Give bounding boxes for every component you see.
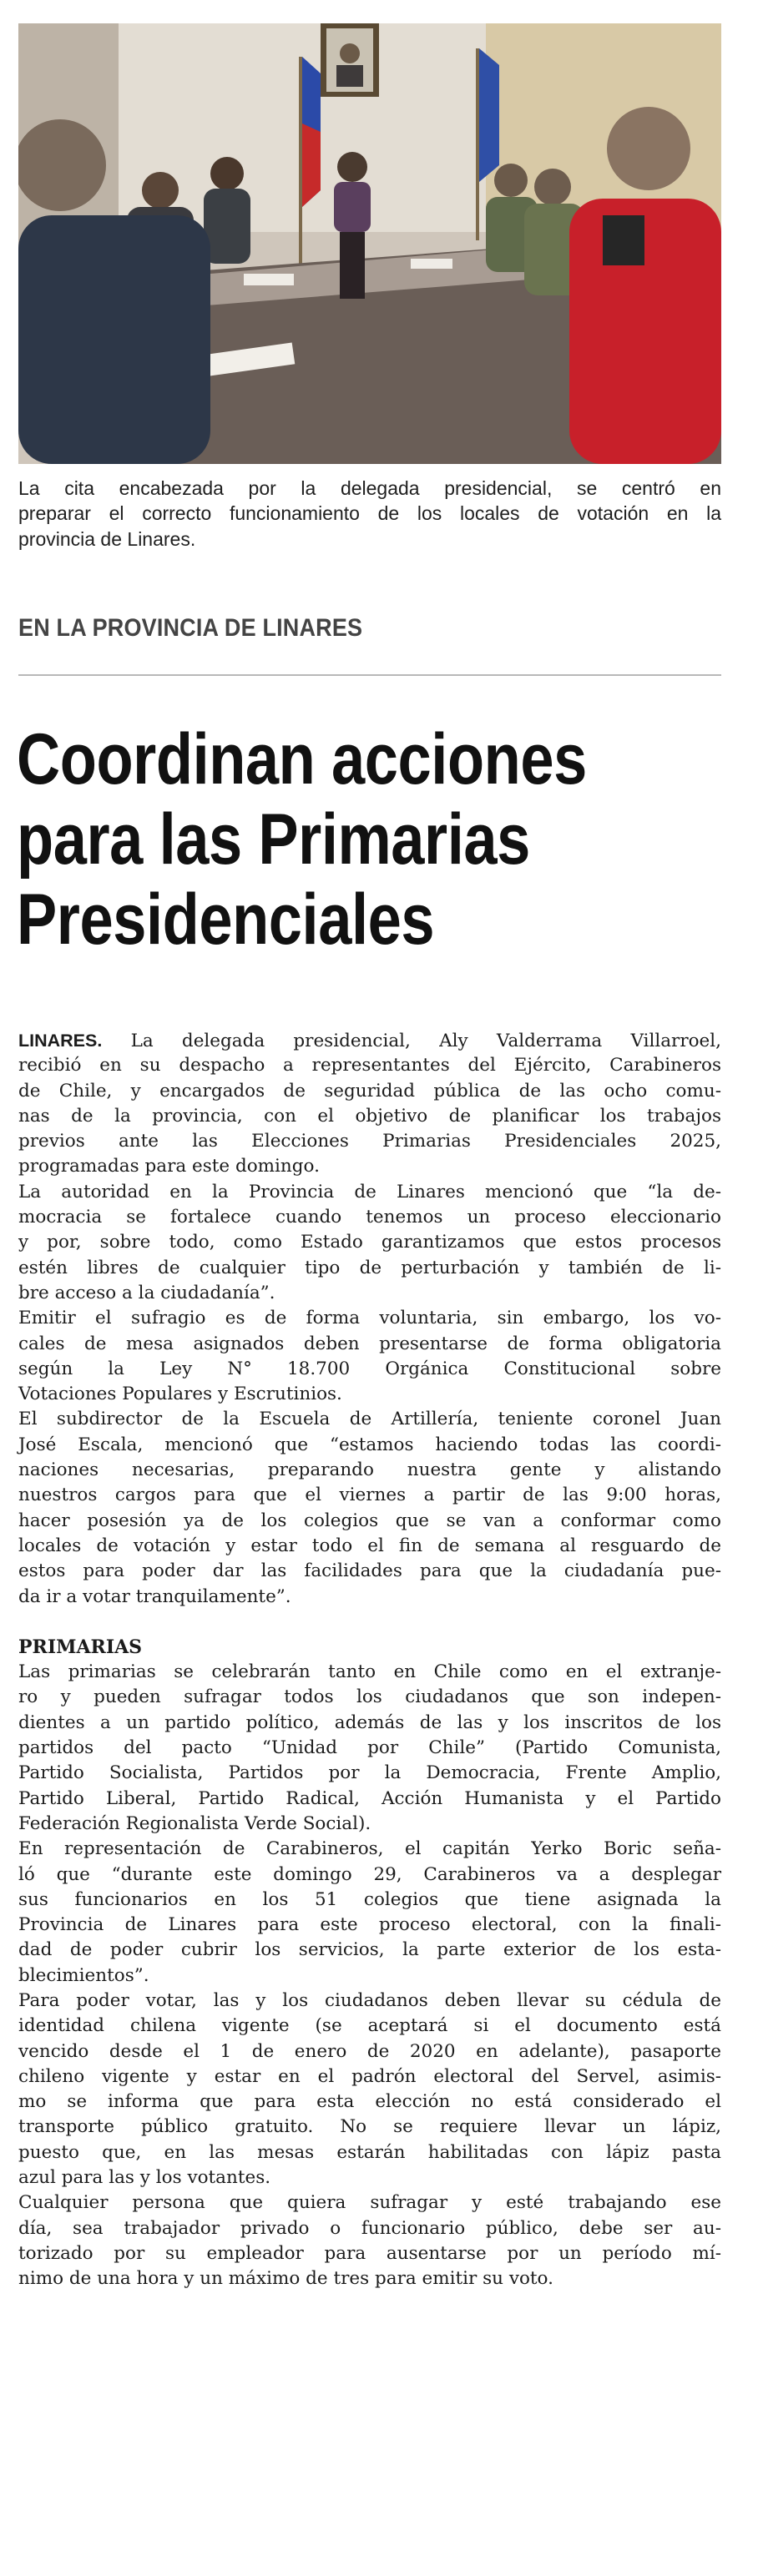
- body-line: previos ante las Elecciones Primarias Presidenciales 2025,: [18, 1131, 721, 1152]
- body-line: nimo de una hora y un máximo de tres para emitir su voto.: [18, 2268, 553, 2290]
- caption-line: La cita encabezada por la delegada presidencial, se centró en: [18, 477, 721, 499]
- headline-line: Coordinan acciones: [17, 719, 587, 799]
- body-line: ló que “durante este domingo 29, Carabineros va a desplegar: [18, 1863, 721, 1885]
- body-line: Votaciones Populares y Escrutinios.: [18, 1384, 342, 1405]
- body-line: Provincia de Linares para este proceso electoral, con la finali-: [18, 1914, 721, 1936]
- dateline: LINARES.: [18, 1031, 103, 1051]
- body-line: naciones necesarias, preparando nuestra gente y alistando: [18, 1459, 721, 1481]
- body-line: hacer posesión ya de los colegios que se van a conformar como: [18, 1510, 721, 1531]
- body-line: dad de poder cubrir los servicios, la parte exterior de los esta-: [18, 1939, 721, 1961]
- body-line: ro y pueden sufragar todos los ciudadanos que son indepen-: [18, 1686, 721, 1708]
- headline-line: para las Primarias: [17, 799, 530, 880]
- body-line: estos para poder dar las facilidades para que la ciudadanía pue-: [18, 1560, 721, 1582]
- body-line: Para poder votar, las y los ciudadanos deben llevar su cédula de: [18, 1989, 721, 2011]
- body-line: según la Ley N° 18.700 Orgánica Constitucional sobre: [18, 1358, 721, 1379]
- headline: [17, 719, 648, 960]
- body-line: LINARES. La delegada presidencial, Aly Valderrama Villarroel,: [18, 1031, 721, 1051]
- news-photo: [18, 23, 721, 464]
- body-line: transporte público gratuito. No se requiere llevar un lápiz,: [18, 2116, 721, 2138]
- body-line: El subdirector de la Escuela de Artillería, teniente coronel Juan: [18, 1409, 721, 1430]
- article-body: [18, 1028, 721, 2292]
- caption-line: provincia de Linares.: [18, 527, 196, 550]
- body-line: Emitir el sufragio es de forma voluntaria, sin embargo, los vo-: [18, 1308, 721, 1329]
- body-line: sus funcionarios en los 51 colegios que tiene asignada la: [18, 1888, 721, 1910]
- body-line: locales de votación y estar todo el fin de semana al resguardo de: [18, 1535, 721, 1556]
- body-line: Partido Socialista, Partidos por la Democracia, Frente Amplio,: [18, 1762, 721, 1784]
- subhead-primarias: PRIMARIAS: [18, 1636, 143, 1658]
- body-line: Federación Regionalista Verde Social).: [18, 1812, 371, 1834]
- body-line: vencido desde el 1 de enero de 2020 en adelante), pasaporte: [18, 2040, 721, 2062]
- body-line: da ir a votar tranquilamente”.: [18, 1585, 291, 1607]
- body-line: torizado por su empleador para ausentarse por un período mí-: [18, 2242, 721, 2264]
- body-line: cales de mesa asignados deben presentarse de forma obligatoria: [18, 1333, 721, 1354]
- body-line: dientes a un partido político, además de las y los inscritos de los: [18, 1711, 721, 1733]
- body-line: programadas para este domingo.: [18, 1156, 320, 1177]
- body-line: nas de la provincia, con el objetivo de planificar los trabajos: [18, 1105, 721, 1127]
- body-line: blecimientos”.: [18, 1964, 149, 1986]
- body-line: Las primarias se celebrarán tanto en Chile como en el extranje-: [18, 1661, 721, 1683]
- body-line: estén libres de cualquier tipo de perturbación y también de li-: [18, 1257, 721, 1278]
- body-line: mocracia se fortalece cuando tenemos un proceso eleccionario: [18, 1207, 721, 1228]
- body-line: Partido Liberal, Partido Radical, Acción Humanista y el Partido: [18, 1787, 721, 1809]
- body-line: recibió en su despacho a representantes del Ejército, Carabineros: [18, 1055, 721, 1076]
- caption-line: preparar el correcto funcionamiento de los locales de votación en la: [18, 502, 721, 525]
- body-line: nuestros cargos para que el viernes a partir de las 9:00 horas,: [18, 1485, 721, 1506]
- body-line: mo se informa que para esta elección no está considerado el: [18, 2091, 721, 2113]
- body-line: En representación de Carabineros, el capitán Yerko Boric seña-: [18, 1838, 721, 1860]
- body-line: partidos del pacto “Unidad por Chile” (Partido Comunista,: [18, 1737, 721, 1759]
- body-line: bre acceso a la ciudadanía”.: [18, 1282, 275, 1303]
- body-line: José Escala, mencionó que “estamos haciendo todas las coordi-: [18, 1434, 721, 1455]
- body-line: azul para las y los votantes.: [18, 2167, 271, 2189]
- photo-caption: [18, 476, 721, 552]
- section-kicker: EN LA PROVINCIA DE LINARES: [18, 614, 363, 642]
- body-line: identidad chilena vigente (se aceptará si el documento está: [18, 2015, 721, 2037]
- body-line: y por, sobre todo, como Estado garantizamos que estos procesos: [18, 1232, 721, 1253]
- body-line: Cualquier persona que quiera sufragar y esté trabajando ese: [18, 2192, 721, 2214]
- divider: [18, 674, 721, 676]
- body-line: puesto que, en las mesas estarán habilitadas con lápiz pasta: [18, 2141, 721, 2163]
- headline-line: Presidenciales: [17, 880, 435, 960]
- body-line: día, sea trabajador privado o funcionario público, debe ser au-: [18, 2217, 721, 2239]
- body-line: La autoridad en la Provincia de Linares mencionó que “la de-: [18, 1181, 721, 1202]
- body-line: de Chile, y encargados de seguridad pública de las ocho comu-: [18, 1080, 721, 1101]
- body-line: chileno vigente y estar en el padrón electoral del Servel, asimis-: [18, 2065, 721, 2087]
